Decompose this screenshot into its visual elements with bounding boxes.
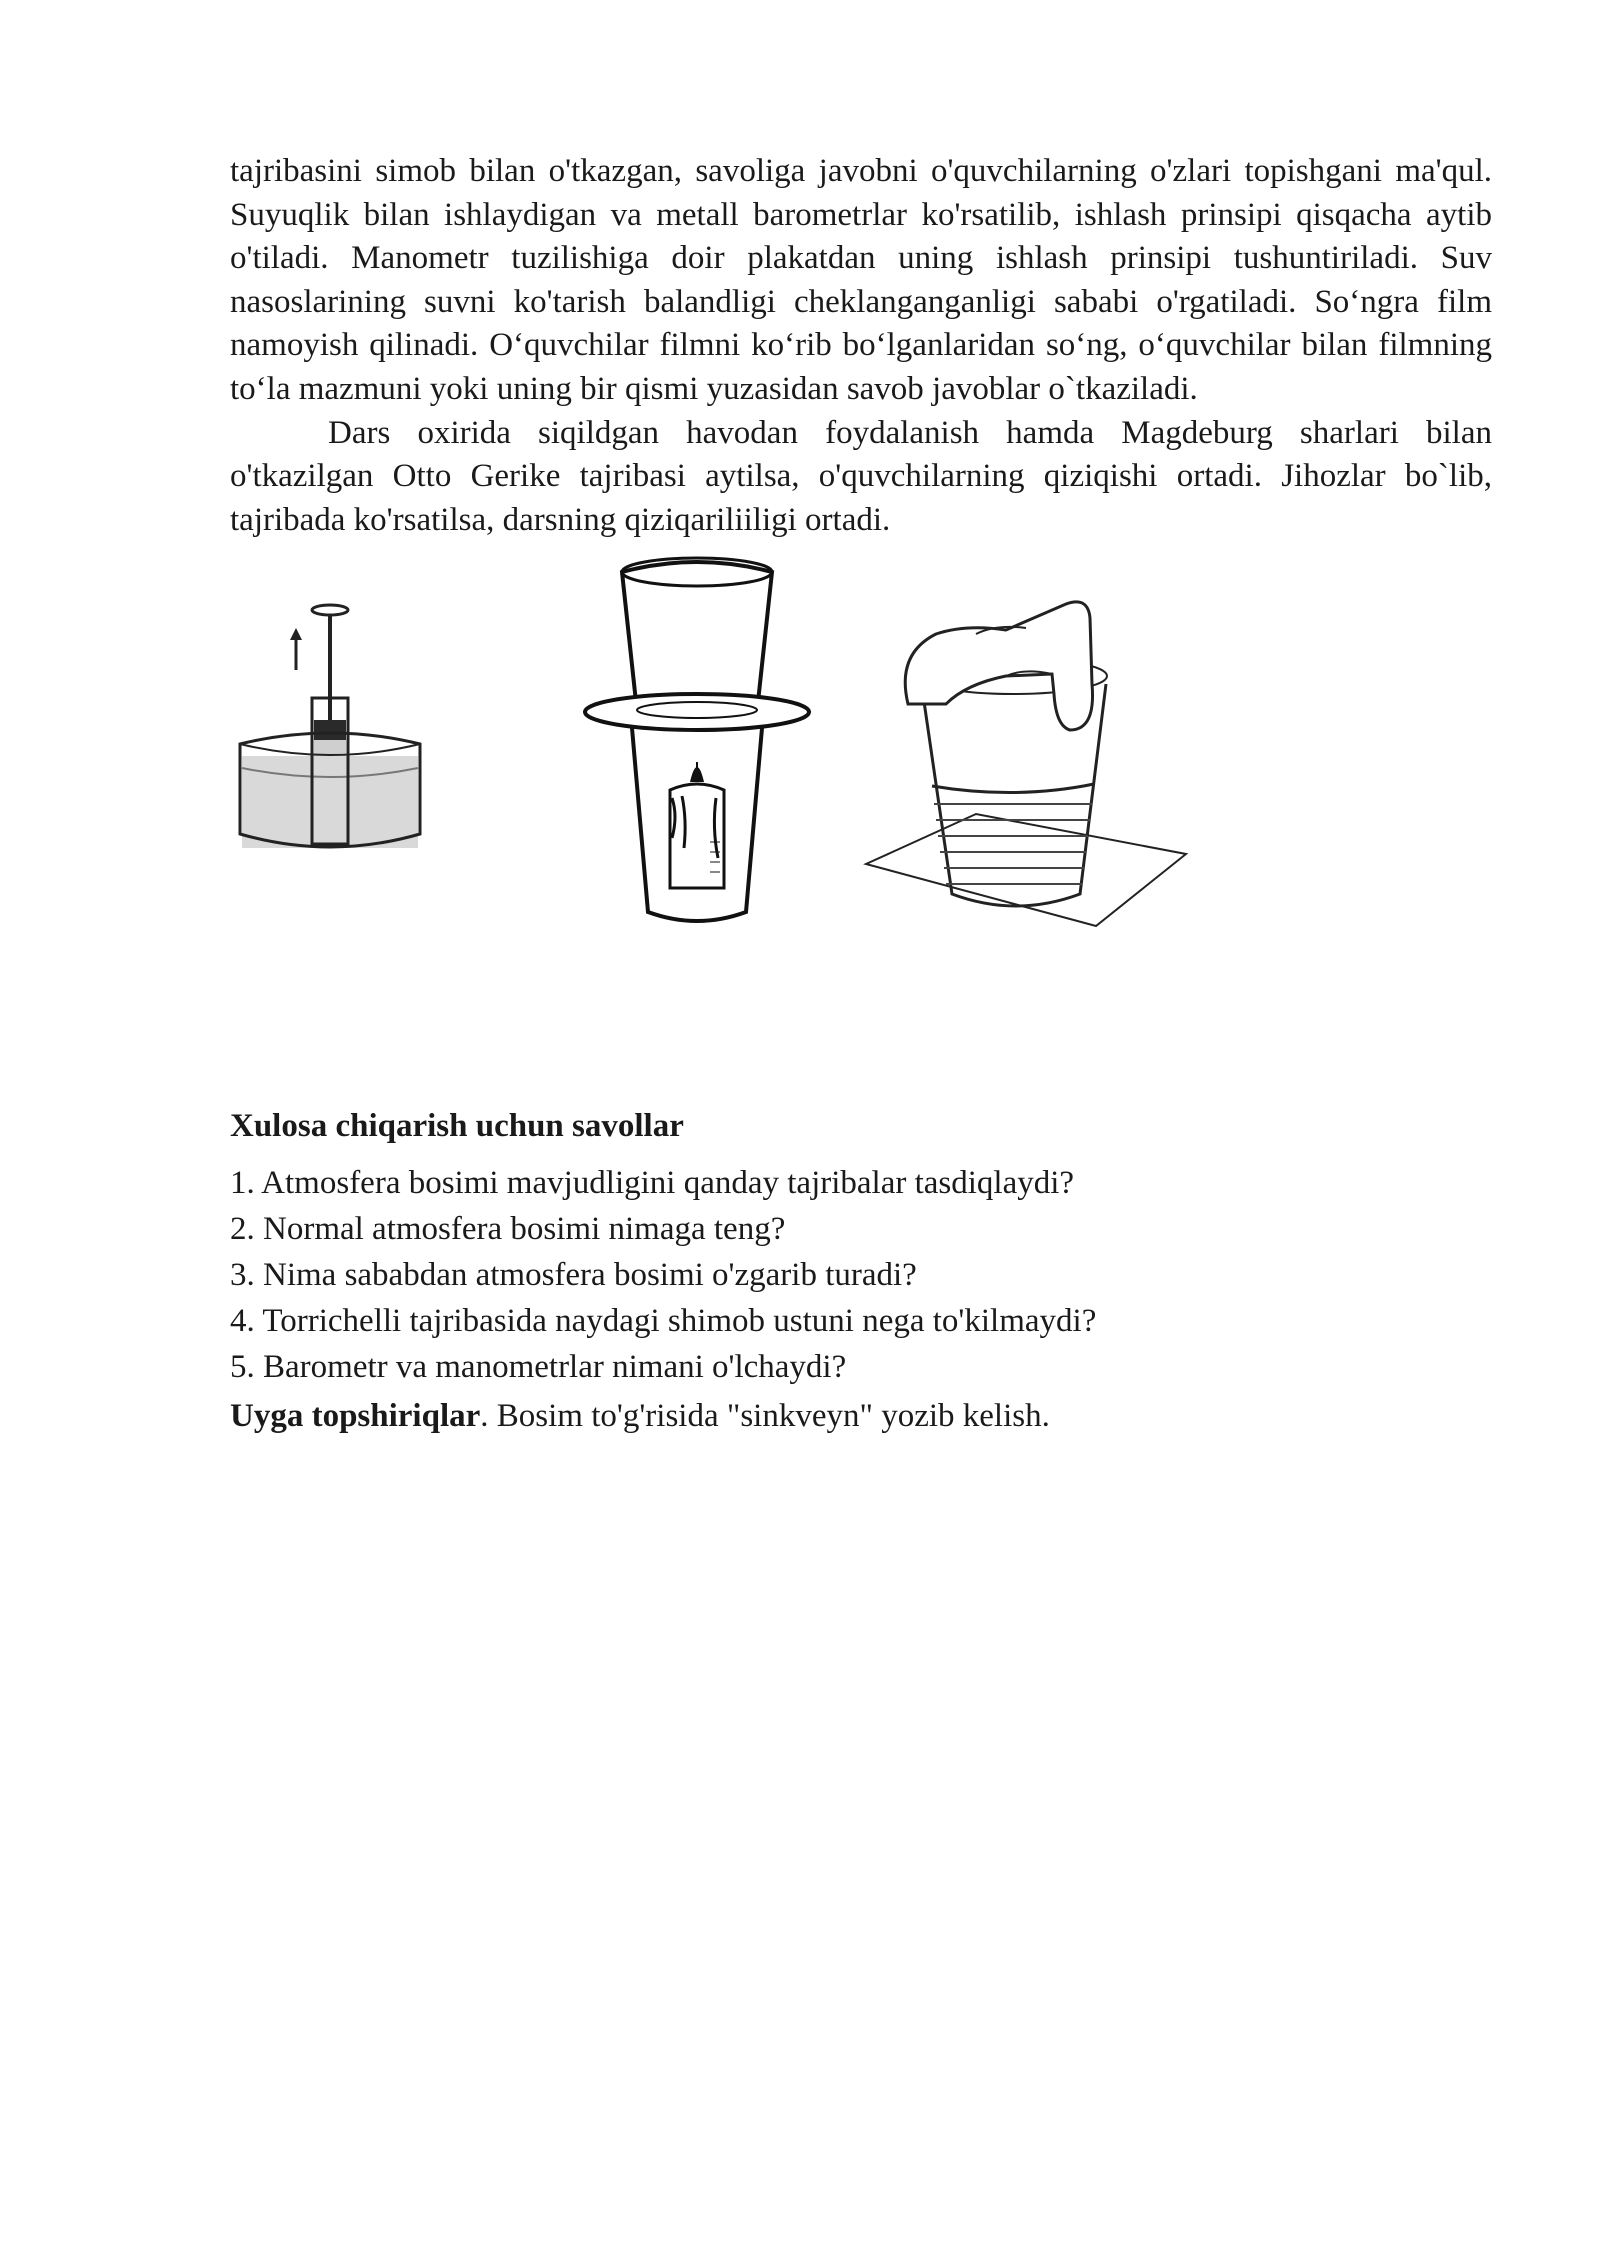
question-list bbox=[230, 1160, 1492, 1390]
hand-glass-paper-illustration bbox=[856, 534, 1196, 934]
body-paragraph-1: tajribasini simob bilan o'tkazgan, savoliga javobni o'quvchilarning o'zlari topishgani ma'qul. Suyuqlik bilan ishlaydigan va metall barometrlar ko'rsatilib, ishlash prinsipi qisqacha aytib o'tiladi. Manometr tuzilishiga doir plakatdan uning ishlash prinsipi tushuntiriladi. Suv nasoslarining suvni ko'tarish balandligi cheklanganganligi sababi o'rgatiladi. So‘ngra film namoyish qilinadi. O‘quvchilar filmni ko‘rib bo‘lganlaridan so‘ng, o‘quvchilar bilan filmning to‘la mazmuni yoki uning bir qismi yuzasidan savob javoblar o`tkaziladi. bbox=[230, 153, 1492, 407]
list-item: 2. Normal atmosfera bosimi nimaga teng? bbox=[230, 1211, 786, 1247]
homework-text: . Bosim to'g'risida "sinkveyn" yozib kelish. bbox=[480, 1398, 1050, 1434]
candle-under-glass-illustration bbox=[582, 552, 812, 932]
homework-line bbox=[230, 1398, 1050, 1435]
list-item: 1. Atmosfera bosimi mavjudligini qanday tajribalar tasdiqlaydi? bbox=[230, 1165, 1075, 1201]
conclusion-heading: Xulosa chiqarish uchun savollar bbox=[230, 1108, 684, 1144]
tube-in-water-illustration bbox=[230, 594, 430, 854]
homework-label: Uyga topshiriqlar bbox=[230, 1398, 481, 1434]
list-item: 5. Barometr va manometrlar nimani o'lchaydi? bbox=[230, 1349, 847, 1385]
list-item: 4. Torrichelli tajribasida naydagi shimob ustuni nega to'kilmaydi? bbox=[230, 1303, 1097, 1339]
body-paragraph-2: Dars oxirida siqildgan havodan foydalanish hamda Magdeburg sharlari bilan o'tkazilgan Otto Gerike tajribasi aytilsa, o'quvchilarning qiziqishi ortadi. Jihozlar bo`lib, tajribada ko'rsatilsa, darsning qiziqariliiligi ortadi. bbox=[230, 414, 1492, 538]
document-page bbox=[230, 150, 1492, 1434]
list-item: 3. Nima sababdan atmosfera bosimi o'zgarib turadi? bbox=[230, 1257, 917, 1293]
experiment-illustrations bbox=[230, 594, 1492, 1162]
